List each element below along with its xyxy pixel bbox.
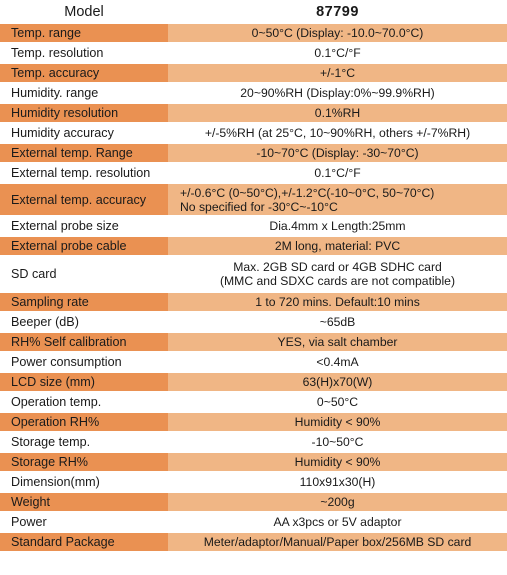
spec-value (168, 43, 507, 63)
spec-label: External probe size (11, 219, 119, 233)
table-row (0, 256, 507, 292)
spec-value (168, 533, 507, 551)
spec-value-line: 2M long, material: PVC (274, 239, 401, 253)
spec-value (168, 392, 507, 412)
spec-value-line: 0.1°C/°F (314, 166, 361, 180)
spec-value (168, 104, 507, 122)
table-row (0, 183, 507, 216)
spec-value-line: -10~70°C (Display: -30~70°C) (256, 146, 419, 160)
table-row (0, 292, 507, 312)
spec-value (168, 293, 507, 311)
spec-label: Temp. range (0, 24, 168, 42)
spec-value (168, 472, 507, 492)
spec-value (168, 184, 507, 215)
spec-value-line: ~200g (320, 495, 355, 509)
table-row (0, 103, 507, 123)
spec-value (168, 123, 507, 143)
spec-value (168, 237, 507, 255)
spec-value (168, 24, 507, 42)
table-row (0, 352, 507, 372)
spec-value-line: 110x91x30(H) (299, 475, 376, 489)
spec-value (168, 512, 507, 532)
table-row (0, 392, 507, 412)
spec-value-line: -10~50°C (311, 435, 364, 449)
spec-value-line: 0.1°C/°F (314, 46, 361, 60)
spec-label: Operation temp. (11, 395, 102, 409)
spec-value (168, 413, 507, 431)
spec-value-line: Humidity < 90% (294, 455, 381, 469)
table-row (0, 492, 507, 512)
table-row (0, 532, 507, 552)
spec-label: Dimension(mm) (11, 475, 100, 489)
spec-value (168, 216, 507, 236)
spec-label: Beeper (dB) (11, 315, 79, 329)
spec-label: Temp. accuracy (0, 64, 168, 82)
spec-value-line: ~65dB (319, 315, 356, 329)
spec-label: Weight (0, 493, 168, 511)
table-row (0, 43, 507, 63)
table-row (0, 412, 507, 432)
spec-label: External temp. resolution (11, 166, 151, 180)
spec-value (168, 333, 507, 351)
spec-label: Storage RH% (0, 453, 168, 471)
spec-label: Operation RH% (0, 413, 168, 431)
spec-value (168, 453, 507, 471)
spec-value-line: Max. 2GB SD card or 4GB SDHC card (233, 260, 442, 274)
spec-value-line: +/-1°C (319, 66, 355, 80)
spec-label: Power consumption (11, 355, 122, 369)
table-row (0, 216, 507, 236)
spec-value-line: <0.4mA (316, 355, 359, 369)
spec-label: LCD size (mm) (0, 373, 168, 391)
spec-value (168, 256, 507, 292)
spec-label: External temp. Range (0, 144, 168, 162)
spec-value (168, 64, 507, 82)
table-row (0, 163, 507, 183)
spec-value (168, 352, 507, 372)
spec-value-line: +/-0.6°C (0~50°C),+/-1.2°C(-10~0°C, 50~70°C) (180, 185, 435, 200)
spec-value (168, 144, 507, 162)
spec-label: Humidity. range (11, 86, 99, 100)
spec-rows (0, 23, 507, 552)
spec-value (168, 493, 507, 511)
spec-value-line: 20~90%RH (Display:0%~99.9%RH) (240, 86, 435, 100)
spec-label: Storage temp. (11, 435, 91, 449)
spec-label: RH% Self calibration (0, 333, 168, 351)
table-row (0, 372, 507, 392)
table-row (0, 236, 507, 256)
spec-value-line: 1 to 720 mins. Default:10 mins (255, 295, 420, 309)
spec-value-line: 0~50°C (316, 395, 359, 409)
spec-value-line: No specified for -30°C~-10°C (180, 199, 338, 214)
spec-value-line: 0.1%RH (314, 106, 361, 120)
spec-label: External probe cable (0, 237, 168, 255)
table-header (0, 0, 507, 23)
spec-label: Humidity resolution (0, 104, 168, 122)
spec-label: Humidity accuracy (11, 126, 114, 140)
spec-label: SD card (11, 267, 57, 281)
spec-label: External temp. accuracy (0, 184, 168, 215)
spec-label: Sampling rate (0, 293, 168, 311)
table-row (0, 63, 507, 83)
spec-value-line: +/-5%RH (at 25°C, 10~90%RH, others +/-7%RH) (204, 126, 471, 140)
table-row (0, 472, 507, 492)
spec-value-line: (MMC and SDXC cards are not compatible) (219, 274, 456, 288)
spec-value-line: YES, via salt chamber (277, 335, 398, 349)
spec-label: Standard Package (0, 533, 168, 551)
spec-value-line: Meter/adaptor/Manual/Paper box/256MB SD card (203, 535, 472, 549)
spec-value (168, 432, 507, 452)
spec-value (168, 83, 507, 103)
table-row (0, 83, 507, 103)
table-row (0, 23, 507, 43)
table-row (0, 312, 507, 332)
spec-label: Power (11, 515, 47, 529)
table-row (0, 123, 507, 143)
table-row (0, 432, 507, 452)
spec-value-line: 0~50°C (Display: -10.0~70.0°C) (251, 26, 424, 40)
spec-value-line: AA x3pcs or 5V adaptor (273, 515, 402, 529)
spec-value-line: 63(H)x70(W) (302, 375, 373, 389)
table-row (0, 143, 507, 163)
table-row (0, 452, 507, 472)
model-number: 87799 (316, 3, 359, 20)
spec-label: Temp. resolution (11, 46, 104, 60)
spec-value (168, 163, 507, 183)
spec-value-line: Dia.4mm x Length:25mm (269, 219, 406, 233)
spec-value (168, 312, 507, 332)
spec-value-line: Humidity < 90% (294, 415, 381, 429)
table-row (0, 332, 507, 352)
spec-value (168, 373, 507, 391)
table-row (0, 512, 507, 532)
header-label: Model (64, 3, 104, 20)
